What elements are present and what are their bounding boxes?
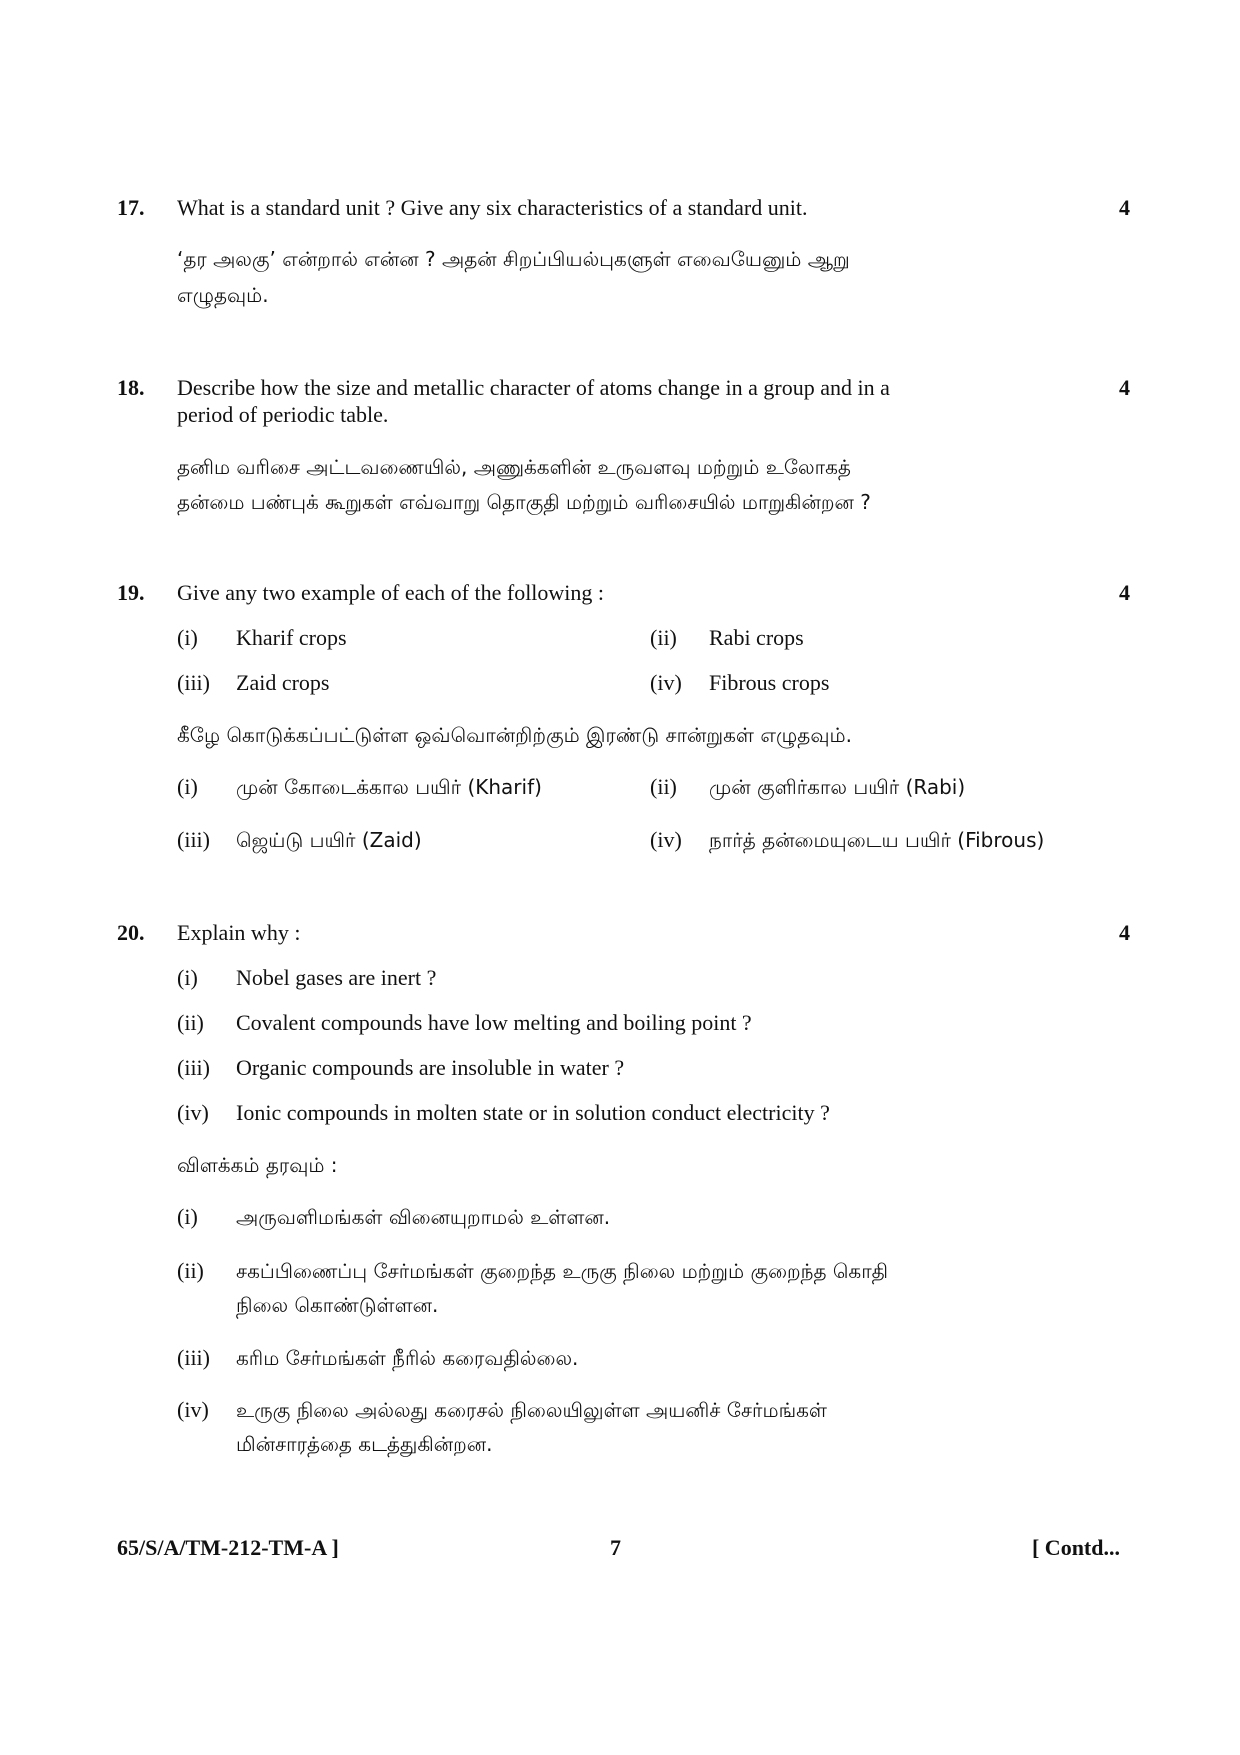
question-text-ta: கீழே கொடுக்கப்பட்டுள்ள ஒவ்வொன்றிற்கும் இரண்டு சான்றுகள் எழுதவும். <box>177 723 852 747</box>
option-label: (ii) <box>650 625 677 650</box>
option-text: அருவளிமங்கள் வினையுறாமல் உள்ளன. <box>236 1205 611 1229</box>
question-text-ta-line: தனிம வரிசை அட்டவணையில், அணுக்களின் உருவளவு மற்றும் உலோகத் <box>177 455 851 479</box>
option-label: (i) <box>177 965 198 990</box>
question-marks: 4 <box>1119 195 1130 220</box>
option-label: (iv) <box>650 827 682 852</box>
option-text-line: மின்சாரத்தை கடத்துகின்றன. <box>236 1432 493 1456</box>
option-text: கரிம சேர்மங்கள் நீரில் கரைவதில்லை. <box>236 1346 579 1370</box>
question-text-ta: விளக்கம் தரவும் : <box>177 1153 338 1177</box>
question-number: 19. <box>117 580 145 605</box>
option-label: (iii) <box>177 827 210 852</box>
continued-label: [ Contd... <box>1031 1535 1120 1560</box>
question-text-en: Give any two example of each of the following : <box>177 580 605 605</box>
option-text: முன் குளிர்கால பயிர் (Rabi) <box>709 775 966 799</box>
option-label: (iv) <box>650 670 682 695</box>
question-text-ta-line: தன்மை பண்புக் கூறுகள் எவ்வாறு தொகுதி மற்றும் வரிசையில் மாறுகின்றன ? <box>177 490 871 514</box>
page-number: 7 <box>610 1535 621 1560</box>
option-text: முன் கோடைக்கால பயிர் (Kharif) <box>236 775 542 799</box>
option-label: (ii) <box>177 1258 204 1283</box>
option-label: (i) <box>177 625 198 650</box>
option-label: (iv) <box>177 1397 209 1422</box>
option-label: (i) <box>177 1204 198 1229</box>
option-text: Kharif crops <box>236 625 347 650</box>
question-number: 18. <box>117 375 145 400</box>
question-text-ta-line: ‘தர அலகு’ என்றால் என்ன ? அதன் சிறப்பியல்புகளுள் எவையேனும் ஆறு <box>177 247 850 271</box>
question-marks: 4 <box>1119 375 1130 400</box>
question-number: 17. <box>117 195 145 220</box>
option-text-line: சகப்பிணைப்பு சேர்மங்கள் குறைந்த உருகு நிலை மற்றும் குறைந்த கொதி <box>236 1259 889 1283</box>
option-text: Rabi crops <box>709 625 804 650</box>
question-text-en-line: Describe how the size and metallic character of atoms change in a group and in a <box>177 375 890 400</box>
question-number: 20. <box>117 920 145 945</box>
option-text-line: நிலை கொண்டுள்ளன. <box>236 1293 439 1317</box>
question-text-en-line: period of periodic table. <box>177 402 389 427</box>
paper-code: 65/S/A/TM-212-TM-A ] <box>117 1535 339 1560</box>
option-label: (iii) <box>177 670 210 695</box>
option-text: Covalent compounds have low melting and boiling point ? <box>236 1010 752 1035</box>
option-text: நார்த் தன்மையுடைய பயிர் (Fibrous) <box>709 828 1045 852</box>
option-text: Organic compounds are insoluble in water ? <box>236 1055 625 1080</box>
option-label: (iii) <box>177 1055 210 1080</box>
option-text: ஜெய்டு பயிர் (Zaid) <box>236 828 422 852</box>
option-label: (ii) <box>177 1010 204 1035</box>
question-text-ta-line: எழுதவும். <box>177 283 269 307</box>
option-label: (ii) <box>650 774 677 799</box>
option-text: Nobel gases are inert ? <box>236 965 437 990</box>
option-label: (iv) <box>177 1100 209 1125</box>
option-label: (iii) <box>177 1345 210 1370</box>
option-text: Fibrous crops <box>709 670 830 695</box>
option-text: Ionic compounds in molten state or in solution conduct electricity ? <box>236 1100 830 1125</box>
question-marks: 4 <box>1119 580 1130 605</box>
question-text-en: Explain why : <box>177 920 301 945</box>
option-text: Zaid crops <box>236 670 330 695</box>
question-text-en: What is a standard unit ? Give any six characteristics of a standard unit. <box>177 195 808 220</box>
question-marks: 4 <box>1119 920 1130 945</box>
option-label: (i) <box>177 774 198 799</box>
option-text-line: உருகு நிலை அல்லது கரைசல் நிலையிலுள்ள அயனிச் சேர்மங்கள் <box>236 1398 827 1422</box>
